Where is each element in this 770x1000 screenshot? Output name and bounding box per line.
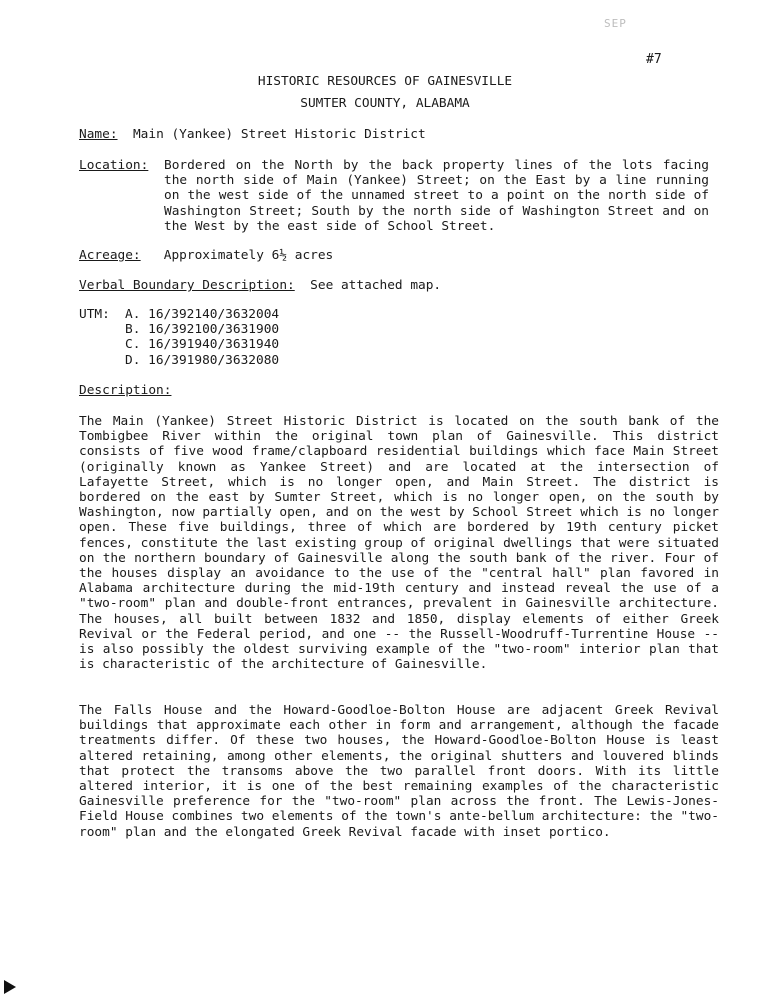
acreage-label: Acreage: [79,248,141,263]
acreage-row [79,248,333,263]
name-label: Name: [79,127,118,142]
location-label: Location: [79,158,149,173]
location-value: Bordered on the North by the back property lines of the lots facing the north side of Main (Yankee) Street; on the East by a line running on the west side of the unnamed street to a point on the north side of Washington Street; South by the north side of Washington Street and on the West by the east side of School Street. [164,158,709,234]
boundary-row [79,278,441,293]
boundary-label: Verbal Boundary Description: [79,278,295,293]
utm-point-b: B. 16/392100/3631900 [125,322,280,338]
received-stamp: SEP [604,17,627,30]
boundary-value: See attached map. [310,278,442,293]
acreage-value: Approximately 6½ acres [163,248,334,263]
description-paragraph-1: The Main (Yankee) Street Historic District is located on the south bank of the Tombigbee River within the original town plan of Gainesville. This district consists of five wood frame/clapboard residential buildings which face Main Street (originally known as Yankee Street) and are located at the intersection of Lafayette Street, which is no longer open, and Main Street. The district is bordered on the east by Sumter Street, which is no longer open, on the south by Washington, now partially open, and on the west by School Street which is no longer open. These five buildings, three of which are bordered by 19th century picket fences, constitute the last existing group of original dwellings that were situated on the northern boundary of Gainesville along the south bank of the river. Four of the houses display an avoidance to the use of the "central hall" plan favored in Alabama architecture during the mid-19th century and instead reveal the use of a "two-room" plan and double-front entrances, prevalent in Gainesville architecture. The houses, all built between 1832 and 1850, display elements of either Greek Revival or the Federal period, and one -- the Russell-Woodruff-Turrentine House -- is also possibly the oldest surviving example of the "two-room" interior plan that is characteristic of the architecture of Gainesville. [79,414,719,673]
utm-point-d: D. 16/391980/3632080 [125,352,280,368]
page-number: #7 [646,52,662,67]
utm-point-a: A. 16/392140/3632004 [125,307,280,322]
name-row [79,127,426,142]
name-value: Main (Yankee) Street Historic District [132,127,426,142]
utm-list [125,307,279,368]
description-paragraph-2: The Falls House and the Howard-Goodloe-Bolton House are adjacent Greek Revival buildings that approximate each other in form and arrangement, although the facade treatments differ. Of these two houses, the Howard-Goodloe-Bolton House is least altered retaining, among other elements, the original shutters and louvered blinds that protect the transoms above the two parallel front doors. With its little altered interior, it is one of the best remaining examples of the characteristic Gainesville preference for the "two-room" plan across the front. The Lewis-Jones-Field House combines two elements of the town's ante-bellum architecture: the "two-room" plan and the elongated Greek Revival facade with inset portico. [79,703,719,840]
document-subtitle: SUMTER COUNTY, ALABAMA [300,96,470,111]
utm-label: UTM: [79,307,110,322]
scan-corner-mark [4,980,16,994]
utm-point-c: C. 16/391940/3631940 [125,337,280,353]
description-label: Description: [79,383,172,398]
document-title: HISTORIC RESOURCES OF GAINESVILLE [257,74,513,89]
